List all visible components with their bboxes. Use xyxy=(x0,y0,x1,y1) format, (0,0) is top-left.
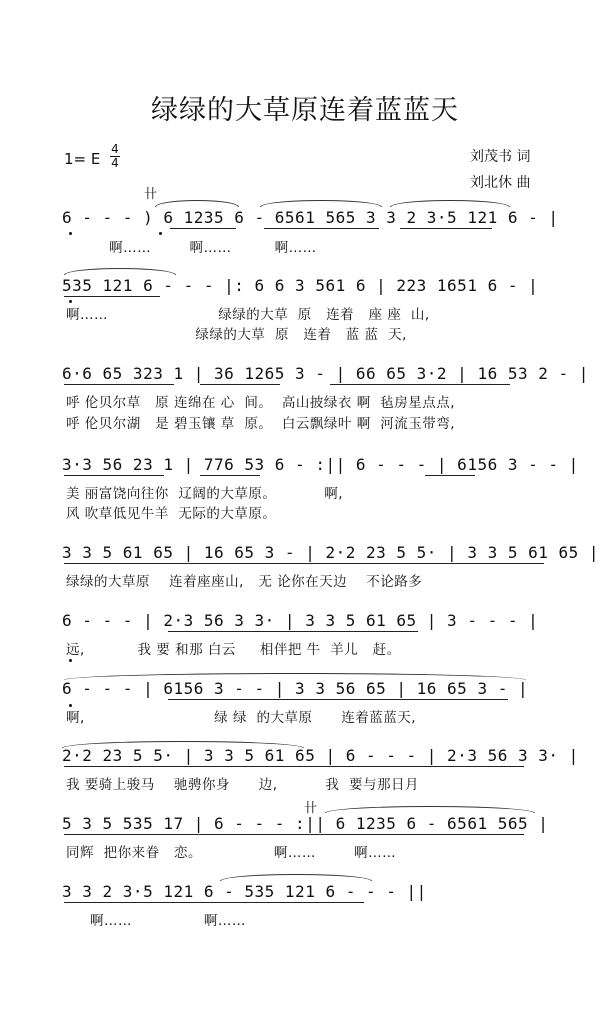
composer-credit: 刘北休 曲 xyxy=(470,175,531,191)
beam-line xyxy=(425,475,475,476)
beam-line xyxy=(200,475,260,476)
notation-line: 535 121 6 - - - |: 6 6 3 561 6 | 223 1651 6 - | xyxy=(62,276,539,295)
lyric-line: 啊…… 啊…… xyxy=(66,913,246,929)
beam-line xyxy=(64,902,364,903)
beam-line xyxy=(64,563,544,564)
slur-arc xyxy=(64,268,176,275)
lyric-line: 绿绿的大草原 连着座座山, 无 论你在天边 不论路多 xyxy=(66,574,423,590)
beam-line xyxy=(264,228,379,229)
slur-arc xyxy=(155,200,239,207)
beam-line xyxy=(200,384,280,385)
notation-line: 3 3 2 3·5 121 6 - 535 121 6 - - - || xyxy=(62,882,427,901)
octave-dot xyxy=(69,232,72,235)
notation-line: 6 - - - ) 6 1235 6 - 6561 565 3 3 2 3·5 121 6 - | xyxy=(62,208,559,227)
beam-line xyxy=(64,384,174,385)
lyric-line: 绿绿的大草 原 连着 蓝 蓝 天, xyxy=(66,327,407,343)
slur-arc xyxy=(64,673,526,680)
lyric-line: 呼 伦贝尔草 原 连绵在 心 间。 高山披绿衣 啊 毡房星点点, xyxy=(66,395,456,411)
beam-line xyxy=(64,475,164,476)
time-signature-top: 4 xyxy=(111,142,119,156)
notation-line: 3 3 5 61 65 | 16 65 3 - | 2·2 23 5 5· | 3 3 5 61 65 | xyxy=(62,543,600,562)
key-signature: 1= E xyxy=(64,150,101,168)
time-signature-bottom: 4 xyxy=(111,156,119,170)
lyricist-credit: 刘茂书 词 xyxy=(470,149,531,165)
lyric-line: 风 吹草低见牛羊 无际的大草原。 xyxy=(66,506,277,522)
slur-arc xyxy=(62,741,304,748)
notation-line: 5 3 5 535 17 | 6 - - - :|| 6 1235 6 - 6561 565 | xyxy=(62,814,549,833)
beam-line xyxy=(64,296,160,297)
lyric-line: 远, 我 要 和那 白云 相伴把 牛 羊儿 赶。 xyxy=(66,642,401,658)
lyric-line: 啊, 绿 绿 的大草原 连着蓝蓝天, xyxy=(66,710,417,726)
notation-line: 6·6 65 323 1 | 36 1265 3 - | 66 65 3·2 | 16 53 2 - | xyxy=(62,364,589,383)
octave-dot xyxy=(69,659,72,662)
beam-line xyxy=(170,228,236,229)
lyric-line: 同辉 把你来眷 恋。 啊…… 啊…… xyxy=(66,845,397,861)
notation-line: 2·2 23 5 5· | 3 3 5 61 65 | 6 - - - | 2·3 56 3 3· | xyxy=(62,746,579,765)
beam-line xyxy=(168,631,418,632)
beam-line xyxy=(330,384,510,385)
beam-line xyxy=(64,766,524,767)
fermata-mark: 卄 xyxy=(144,187,158,202)
beam-line xyxy=(64,834,524,835)
lyric-line: 我 要骑上骏马 驰骋你身 边, 我 要与那日月 xyxy=(66,777,419,793)
beam-line xyxy=(168,699,508,700)
beam-line xyxy=(400,228,492,229)
octave-dot xyxy=(69,300,72,303)
slur-arc xyxy=(390,200,510,207)
fermata-mark: 卄 xyxy=(304,801,318,816)
octave-dot xyxy=(159,232,162,235)
lyric-line: 美 丽富饶向往你 辽阔的大草原。 啊, xyxy=(66,486,344,502)
notation-line: 6 - - - | 6156 3 - - | 3 3 56 65 | 16 65 3 - | xyxy=(62,679,529,698)
notation-line: 6 - - - | 2·3 56 3 3· | 3 3 5 61 65 | 3 - - - | xyxy=(62,611,539,630)
lyric-line: 呼 伦贝尔湖 是 碧玉镶 草 原。 白云飘绿叶 啊 河流玉带弯, xyxy=(66,416,456,432)
notation-line: 3·3 56 23 1 | 776 53 6 - :|| 6 - - - | 6156 3 - - | xyxy=(62,455,579,474)
octave-dot xyxy=(69,704,72,707)
song-title: 绿绿的大草原连着蓝蓝天 xyxy=(151,95,459,126)
slur-arc xyxy=(260,200,382,207)
slur-arc xyxy=(220,874,372,881)
slur-arc xyxy=(325,806,535,813)
lyric-line: 啊…… 啊…… 啊…… xyxy=(66,240,317,256)
lyric-line: 啊…… 绿绿的大草 原 连着 座 座 山, xyxy=(66,307,430,323)
time-signature xyxy=(108,143,122,170)
